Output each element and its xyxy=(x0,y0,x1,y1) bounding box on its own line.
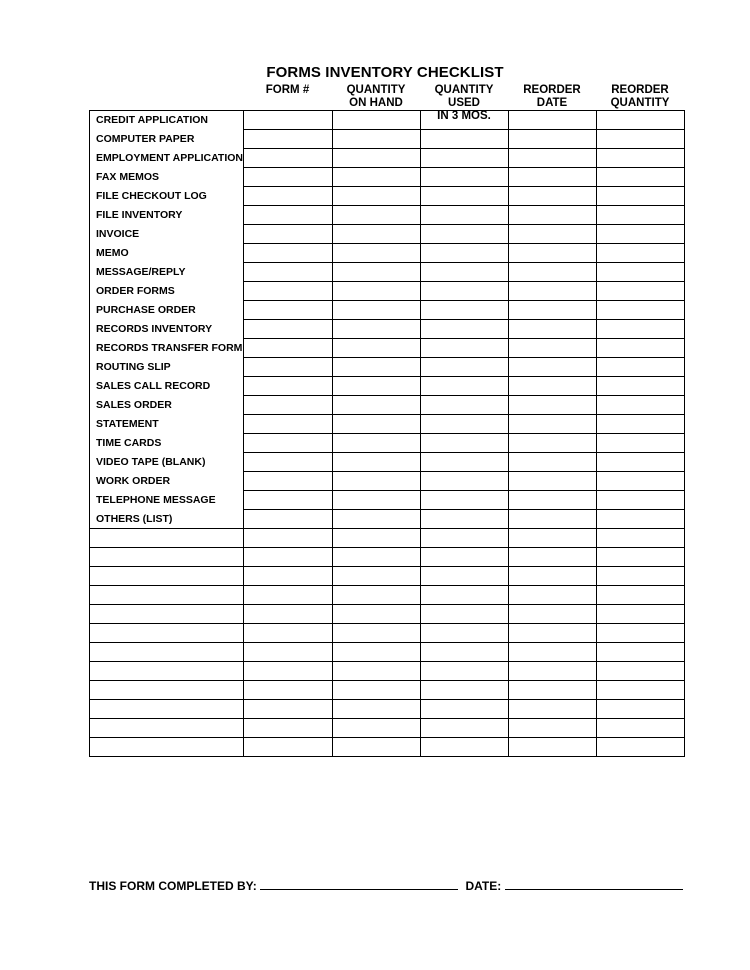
form-name-cell[interactable] xyxy=(90,643,244,662)
entry-cell[interactable] xyxy=(244,567,333,586)
form-name-cell[interactable] xyxy=(90,586,244,605)
column-header-quantity-on-hand xyxy=(332,84,420,110)
entry-cell[interactable] xyxy=(421,225,509,244)
form-name-cell: INVOICE xyxy=(90,225,244,244)
entry-cell[interactable] xyxy=(333,472,421,491)
entry-cell[interactable] xyxy=(509,282,597,301)
entry-cell[interactable] xyxy=(509,548,597,567)
entry-cell[interactable] xyxy=(333,510,421,529)
entry-cell[interactable] xyxy=(244,206,333,225)
inventory-table-body xyxy=(90,111,685,757)
form-name-cell[interactable] xyxy=(90,605,244,624)
column-header-line1: QUANTITY USED xyxy=(434,84,494,109)
form-name-cell: FAX MEMOS xyxy=(90,168,244,187)
table-row xyxy=(90,149,685,168)
blank-row xyxy=(90,548,685,567)
form-name-cell: RECORDS INVENTORY xyxy=(90,320,244,339)
entry-cell[interactable] xyxy=(509,206,597,225)
entry-cell[interactable] xyxy=(597,187,685,206)
entry-cell[interactable] xyxy=(244,662,333,681)
entry-cell[interactable] xyxy=(597,719,685,738)
entry-cell[interactable] xyxy=(333,719,421,738)
entry-cell[interactable] xyxy=(597,339,685,358)
form-name-cell: FILE CHECKOUT LOG xyxy=(90,187,244,206)
entry-cell[interactable] xyxy=(333,358,421,377)
column-header-line1: REORDER xyxy=(611,84,669,96)
entry-cell[interactable] xyxy=(597,206,685,225)
entry-cell[interactable] xyxy=(509,358,597,377)
entry-cell[interactable] xyxy=(333,643,421,662)
table-row xyxy=(90,187,685,206)
entry-cell[interactable] xyxy=(244,738,333,757)
entry-cell[interactable] xyxy=(597,738,685,757)
entry-cell[interactable] xyxy=(333,111,421,130)
entry-cell[interactable] xyxy=(333,320,421,339)
entry-cell[interactable] xyxy=(333,225,421,244)
entry-cell[interactable] xyxy=(244,643,333,662)
table-row xyxy=(90,415,685,434)
entry-cell[interactable] xyxy=(421,529,509,548)
entry-cell[interactable] xyxy=(421,491,509,510)
entry-cell[interactable] xyxy=(333,453,421,472)
form-name-cell[interactable] xyxy=(90,624,244,643)
entry-cell[interactable] xyxy=(244,149,333,168)
form-name-cell: SALES ORDER xyxy=(90,396,244,415)
blank-row xyxy=(90,738,685,757)
entry-cell[interactable] xyxy=(509,339,597,358)
entry-cell[interactable] xyxy=(333,206,421,225)
form-footer xyxy=(89,878,683,893)
entry-cell[interactable] xyxy=(421,187,509,206)
entry-cell[interactable] xyxy=(509,738,597,757)
table-row xyxy=(90,510,685,529)
blank-row xyxy=(90,529,685,548)
entry-cell[interactable] xyxy=(244,719,333,738)
entry-cell[interactable] xyxy=(421,738,509,757)
form-name-cell: PURCHASE ORDER xyxy=(90,301,244,320)
entry-cell[interactable] xyxy=(421,206,509,225)
form-name-cell: MEMO xyxy=(90,244,244,263)
entry-cell[interactable] xyxy=(421,643,509,662)
entry-cell[interactable] xyxy=(509,605,597,624)
entry-cell[interactable] xyxy=(597,301,685,320)
entry-cell[interactable] xyxy=(333,168,421,187)
entry-cell[interactable] xyxy=(597,681,685,700)
table-row xyxy=(90,434,685,453)
table-row xyxy=(90,472,685,491)
entry-cell[interactable] xyxy=(333,605,421,624)
entry-cell[interactable] xyxy=(509,510,597,529)
entry-cell[interactable] xyxy=(597,472,685,491)
entry-cell[interactable] xyxy=(333,681,421,700)
entry-cell[interactable] xyxy=(421,339,509,358)
form-name-cell: SALES CALL RECORD xyxy=(90,377,244,396)
entry-cell[interactable] xyxy=(244,472,333,491)
entry-cell[interactable] xyxy=(421,168,509,187)
blank-row xyxy=(90,605,685,624)
form-name-cell: OTHERS (LIST) xyxy=(90,510,244,529)
entry-cell[interactable] xyxy=(509,244,597,263)
form-title: FORMS INVENTORY CHECKLIST xyxy=(266,64,504,81)
entry-cell[interactable] xyxy=(333,130,421,149)
entry-cell[interactable] xyxy=(597,225,685,244)
entry-cell[interactable] xyxy=(421,111,509,130)
entry-cell[interactable] xyxy=(597,491,685,510)
blank-row xyxy=(90,662,685,681)
entry-cell[interactable] xyxy=(509,263,597,282)
entry-cell[interactable] xyxy=(597,529,685,548)
table-row xyxy=(90,225,685,244)
table-row xyxy=(90,320,685,339)
entry-cell[interactable] xyxy=(333,738,421,757)
form-name-cell[interactable] xyxy=(90,548,244,567)
entry-cell[interactable] xyxy=(244,168,333,187)
form-name-cell: FILE INVENTORY xyxy=(90,206,244,225)
entry-cell[interactable] xyxy=(509,681,597,700)
form-name-cell[interactable] xyxy=(90,738,244,757)
entry-cell[interactable] xyxy=(333,263,421,282)
entry-cell[interactable] xyxy=(421,320,509,339)
entry-cell[interactable] xyxy=(509,377,597,396)
entry-cell[interactable] xyxy=(421,415,509,434)
form-name-cell[interactable] xyxy=(90,700,244,719)
entry-cell[interactable] xyxy=(333,149,421,168)
entry-cell[interactable] xyxy=(597,586,685,605)
entry-cell[interactable] xyxy=(244,624,333,643)
entry-cell[interactable] xyxy=(421,681,509,700)
form-name-cell: COMPUTER PAPER xyxy=(90,130,244,149)
entry-cell[interactable] xyxy=(597,130,685,149)
entry-cell[interactable] xyxy=(597,643,685,662)
column-header-line1: REORDER xyxy=(523,84,581,96)
entry-cell[interactable] xyxy=(333,396,421,415)
entry-cell[interactable] xyxy=(244,415,333,434)
entry-cell[interactable] xyxy=(244,358,333,377)
entry-cell[interactable] xyxy=(509,168,597,187)
entry-cell[interactable] xyxy=(421,149,509,168)
entry-cell[interactable] xyxy=(421,472,509,491)
entry-cell[interactable] xyxy=(333,491,421,510)
entry-cell[interactable] xyxy=(333,434,421,453)
entry-cell[interactable] xyxy=(421,700,509,719)
form-name-cell: ORDER FORMS xyxy=(90,282,244,301)
entry-cell[interactable] xyxy=(509,301,597,320)
form-name-cell: STATEMENT xyxy=(90,415,244,434)
entry-cell[interactable] xyxy=(597,453,685,472)
completed-by-field[interactable] xyxy=(260,878,458,890)
table-row xyxy=(90,206,685,225)
table-row xyxy=(90,453,685,472)
entry-cell[interactable] xyxy=(421,586,509,605)
form-name-cell[interactable] xyxy=(90,567,244,586)
entry-cell[interactable] xyxy=(421,453,509,472)
entry-cell[interactable] xyxy=(597,434,685,453)
entry-cell[interactable] xyxy=(244,320,333,339)
blank-row xyxy=(90,624,685,643)
entry-cell[interactable] xyxy=(421,301,509,320)
entry-cell[interactable] xyxy=(333,187,421,206)
entry-cell[interactable] xyxy=(509,320,597,339)
entry-cell[interactable] xyxy=(597,548,685,567)
column-header-reorder-quantity xyxy=(596,84,684,110)
entry-cell[interactable] xyxy=(333,548,421,567)
entry-cell[interactable] xyxy=(597,320,685,339)
form-name-cell[interactable] xyxy=(90,662,244,681)
column-header-form-number xyxy=(243,84,332,97)
entry-cell[interactable] xyxy=(597,700,685,719)
form-name-cell: EMPLOYMENT APPLICATION xyxy=(90,149,244,168)
entry-cell[interactable] xyxy=(509,415,597,434)
entry-cell[interactable] xyxy=(509,225,597,244)
entry-cell[interactable] xyxy=(333,377,421,396)
entry-cell[interactable] xyxy=(244,377,333,396)
entry-cell[interactable] xyxy=(509,719,597,738)
entry-cell[interactable] xyxy=(509,434,597,453)
blank-row xyxy=(90,681,685,700)
entry-cell[interactable] xyxy=(597,168,685,187)
entry-cell[interactable] xyxy=(244,586,333,605)
column-header-line1: QUANTITY xyxy=(346,84,406,96)
entry-cell[interactable] xyxy=(421,396,509,415)
entry-cell[interactable] xyxy=(244,301,333,320)
form-name-cell: VIDEO TAPE (BLANK) xyxy=(90,453,244,472)
entry-cell[interactable] xyxy=(244,282,333,301)
entry-cell[interactable] xyxy=(597,149,685,168)
table-row xyxy=(90,168,685,187)
entry-cell[interactable] xyxy=(244,434,333,453)
table-row xyxy=(90,111,685,130)
entry-cell[interactable] xyxy=(597,567,685,586)
entry-cell[interactable] xyxy=(244,605,333,624)
blank-row xyxy=(90,643,685,662)
entry-cell[interactable] xyxy=(597,510,685,529)
entry-cell[interactable] xyxy=(421,282,509,301)
entry-cell[interactable] xyxy=(421,244,509,263)
entry-cell[interactable] xyxy=(421,377,509,396)
entry-cell[interactable] xyxy=(244,263,333,282)
table-row xyxy=(90,491,685,510)
entry-cell[interactable] xyxy=(509,662,597,681)
entry-cell[interactable] xyxy=(421,605,509,624)
entry-cell[interactable] xyxy=(244,130,333,149)
table-row xyxy=(90,282,685,301)
entry-cell[interactable] xyxy=(421,358,509,377)
entry-cell[interactable] xyxy=(509,700,597,719)
entry-cell[interactable] xyxy=(244,111,333,130)
entry-cell[interactable] xyxy=(421,719,509,738)
entry-cell[interactable] xyxy=(333,529,421,548)
table-row xyxy=(90,301,685,320)
entry-cell[interactable] xyxy=(597,624,685,643)
form-name-cell: RECORDS TRANSFER FORM xyxy=(90,339,244,358)
entry-cell[interactable] xyxy=(509,149,597,168)
entry-cell[interactable] xyxy=(509,586,597,605)
entry-cell[interactable] xyxy=(597,662,685,681)
entry-cell[interactable] xyxy=(244,339,333,358)
form-name-cell[interactable] xyxy=(90,529,244,548)
entry-cell[interactable] xyxy=(421,263,509,282)
entry-cell[interactable] xyxy=(244,491,333,510)
entry-cell[interactable] xyxy=(333,586,421,605)
entry-cell[interactable] xyxy=(421,434,509,453)
blank-row xyxy=(90,719,685,738)
entry-cell[interactable] xyxy=(333,624,421,643)
entry-cell[interactable] xyxy=(421,548,509,567)
entry-cell[interactable] xyxy=(597,377,685,396)
blank-row xyxy=(90,586,685,605)
entry-cell[interactable] xyxy=(333,301,421,320)
entry-cell[interactable] xyxy=(509,453,597,472)
table-row xyxy=(90,377,685,396)
entry-cell[interactable] xyxy=(333,244,421,263)
table-row xyxy=(90,244,685,263)
entry-cell[interactable] xyxy=(597,358,685,377)
entry-cell[interactable] xyxy=(421,130,509,149)
inventory-table xyxy=(89,110,685,757)
entry-cell[interactable] xyxy=(597,282,685,301)
form-name-cell: TELEPHONE MESSAGE xyxy=(90,491,244,510)
form-name-cell: CREDIT APPLICATION xyxy=(90,111,244,130)
blank-row xyxy=(90,567,685,586)
column-header-line2: ON HAND xyxy=(349,97,403,109)
entry-cell[interactable] xyxy=(244,187,333,206)
form-name-cell: TIME CARDS xyxy=(90,434,244,453)
entry-cell[interactable] xyxy=(333,700,421,719)
entry-cell[interactable] xyxy=(244,548,333,567)
entry-cell[interactable] xyxy=(244,225,333,244)
form-name-cell[interactable] xyxy=(90,719,244,738)
entry-cell[interactable] xyxy=(244,244,333,263)
entry-cell[interactable] xyxy=(333,662,421,681)
completed-by-label: THIS FORM COMPLETED BY: xyxy=(89,879,257,893)
entry-cell[interactable] xyxy=(509,491,597,510)
entry-cell[interactable] xyxy=(597,415,685,434)
entry-cell[interactable] xyxy=(509,472,597,491)
date-label: DATE: xyxy=(465,879,502,893)
entry-cell[interactable] xyxy=(509,529,597,548)
entry-cell[interactable] xyxy=(333,567,421,586)
column-header-line1: FORM # xyxy=(265,84,310,96)
table-row xyxy=(90,130,685,149)
entry-cell[interactable] xyxy=(244,453,333,472)
entry-cell[interactable] xyxy=(244,396,333,415)
blank-row xyxy=(90,700,685,719)
form-name-cell: MESSAGE/REPLY xyxy=(90,263,244,282)
form-name-cell[interactable] xyxy=(90,681,244,700)
entry-cell[interactable] xyxy=(509,567,597,586)
entry-cell[interactable] xyxy=(509,187,597,206)
entry-cell[interactable] xyxy=(333,415,421,434)
entry-cell[interactable] xyxy=(509,111,597,130)
column-header-reorder-date xyxy=(508,84,596,110)
entry-cell[interactable] xyxy=(244,681,333,700)
entry-cell[interactable] xyxy=(597,244,685,263)
form-name-cell: ROUTING SLIP xyxy=(90,358,244,377)
column-header-line2: DATE xyxy=(536,97,568,109)
entry-cell[interactable] xyxy=(509,130,597,149)
entry-cell[interactable] xyxy=(597,605,685,624)
column-header-line2: QUANTITY xyxy=(610,97,670,109)
entry-cell[interactable] xyxy=(421,567,509,586)
entry-cell[interactable] xyxy=(421,510,509,529)
entry-cell[interactable] xyxy=(509,624,597,643)
entry-cell[interactable] xyxy=(333,282,421,301)
date-field[interactable] xyxy=(505,878,683,890)
entry-cell[interactable] xyxy=(509,643,597,662)
entry-cell[interactable] xyxy=(597,263,685,282)
entry-cell[interactable] xyxy=(597,396,685,415)
table-row xyxy=(90,263,685,282)
table-row xyxy=(90,396,685,415)
entry-cell[interactable] xyxy=(509,396,597,415)
entry-cell[interactable] xyxy=(333,339,421,358)
entry-cell[interactable] xyxy=(421,662,509,681)
entry-cell[interactable] xyxy=(421,624,509,643)
entry-cell[interactable] xyxy=(244,529,333,548)
form-name-cell: WORK ORDER xyxy=(90,472,244,491)
entry-cell[interactable] xyxy=(244,510,333,529)
table-row xyxy=(90,339,685,358)
table-row xyxy=(90,358,685,377)
entry-cell[interactable] xyxy=(597,111,685,130)
entry-cell[interactable] xyxy=(244,700,333,719)
column-header-line2: IN 3 MOS. xyxy=(437,110,491,122)
